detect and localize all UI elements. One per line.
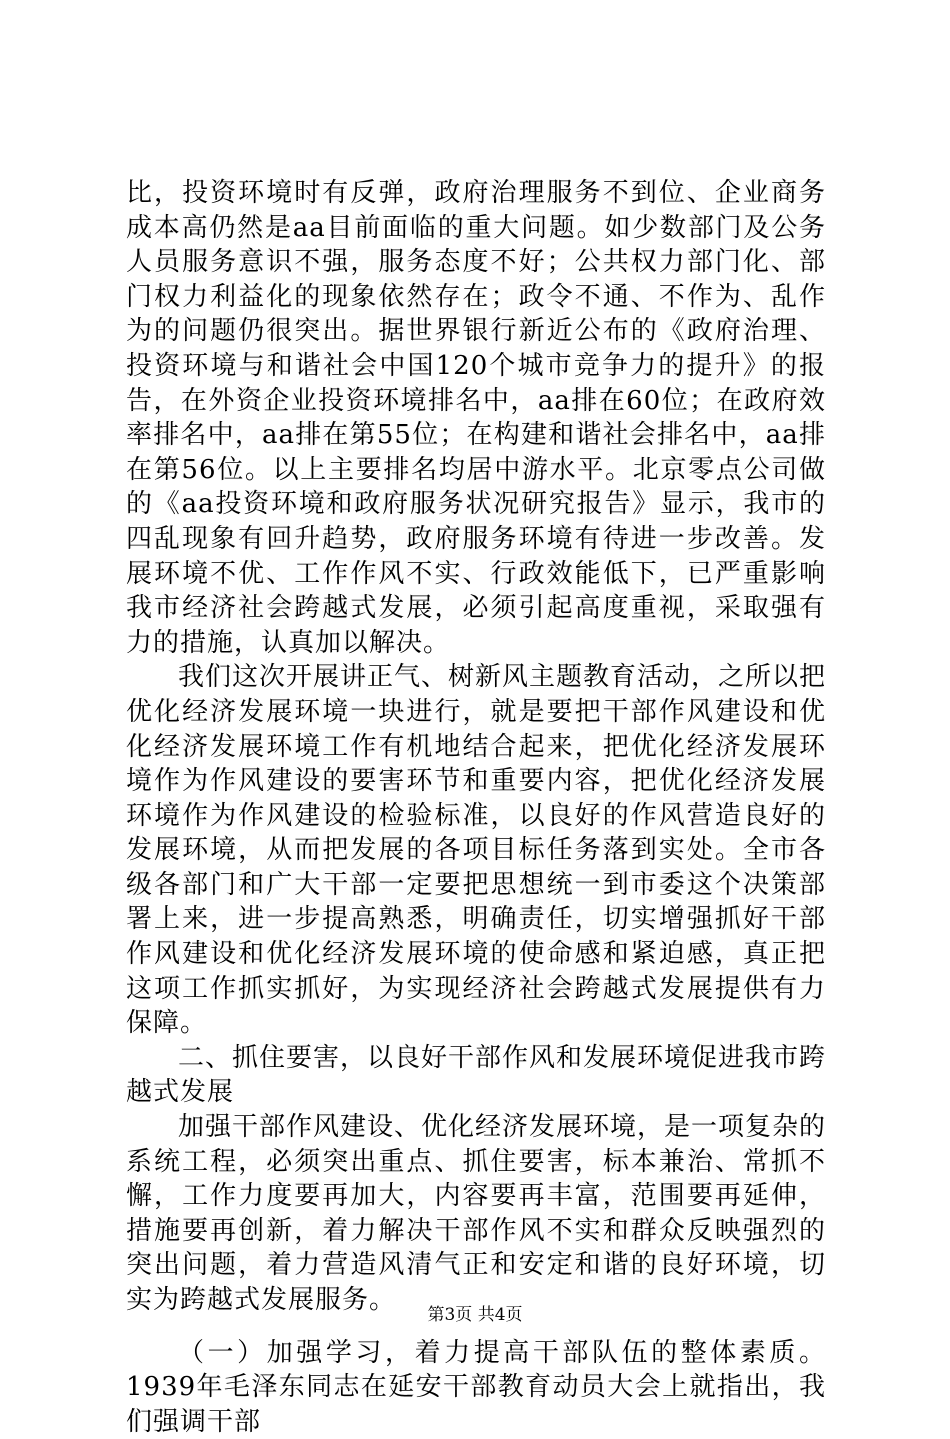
page-footer: 第3页 共4页 xyxy=(427,1305,523,1325)
section-heading-two: 二、抓住要害，以良好干部作风和发展环境促进我市跨越式发展 xyxy=(126,1042,827,1108)
paragraph-business-environment: 比，投资环境时有反弹，政府治理服务不到位、企业商务成本高仍然是aa目前面临的重大问题。如少数部门及公务人员服务意识不强，服务态度不好；公共权力部门化、部门权力利益化的现象依然存在；政令不通、不作为、乱作为的问题仍很突出。据世界银行新近公布的《政府治理、投资环境与和谐社会中国120个城市竞争力的提升》的报告，在外资企业投资环境排名中，aa排在60位；在政府效率排名中，aa排在第55位；在构建和谐社会排名中，aa排在第56位。以上主要排名均居中游水平。北京零点公司做的《aa投资环境和政府服务状况研究报告》显示，我市的四乱现象有回升趋势，政府服务环境有待进一步改善。发展环境不优、工作作风不实、行政效能低下，已严重影响我市经济社会跨越式发展，必须引起高度重视，采取强有力的措施，认真加以解决。 xyxy=(126,178,826,658)
paragraph-strengthen-learning: （一）加强学习，着力提高干部队伍的整体素质。1939年毛泽东同志在延安干部教育动员大会上就指出，我们强调干部 xyxy=(126,1337,826,1437)
paragraph-theme-education: 我们这次开展讲正气、树新风主题教育活动，之所以把优化经济发展环境一块进行，就是要把干部作风建设和优化经济发展环境工作有机地结合起来，把优化经济发展环境作为作风建设的要害环节和重要内容，把优化经济发展环境作为作风建设的检验标准，以良好的作风营造良好的发展环境，从而把发展的各项目标任务落到实处。全市各级各部门和广大干部一定要把思想统一到市委这个决策部署上来，进一步提高熟悉，明确责任，切实增强抓好干部作风建设和优化经济发展环境的使命感和紧迫感，真正把这项工作抓实抓好，为实现经济社会跨越式发展提供有力保障。 xyxy=(126,662,827,1039)
document-body xyxy=(126,176,826,1439)
paragraph-system-engineering: 加强干部作风建设、优化经济发展环境，是一项复杂的系统工程，必须突出重点、抓住要害，标本兼治、常抓不懈，工作力度要再加大，内容要再丰富，范围要再延伸，措施要再创新，着力解决干部作风不实和群众反映强烈的突出问题，着力营造风清气正和安定和谐的良好环境，切实为跨越式发展服务。 xyxy=(126,1112,827,1315)
